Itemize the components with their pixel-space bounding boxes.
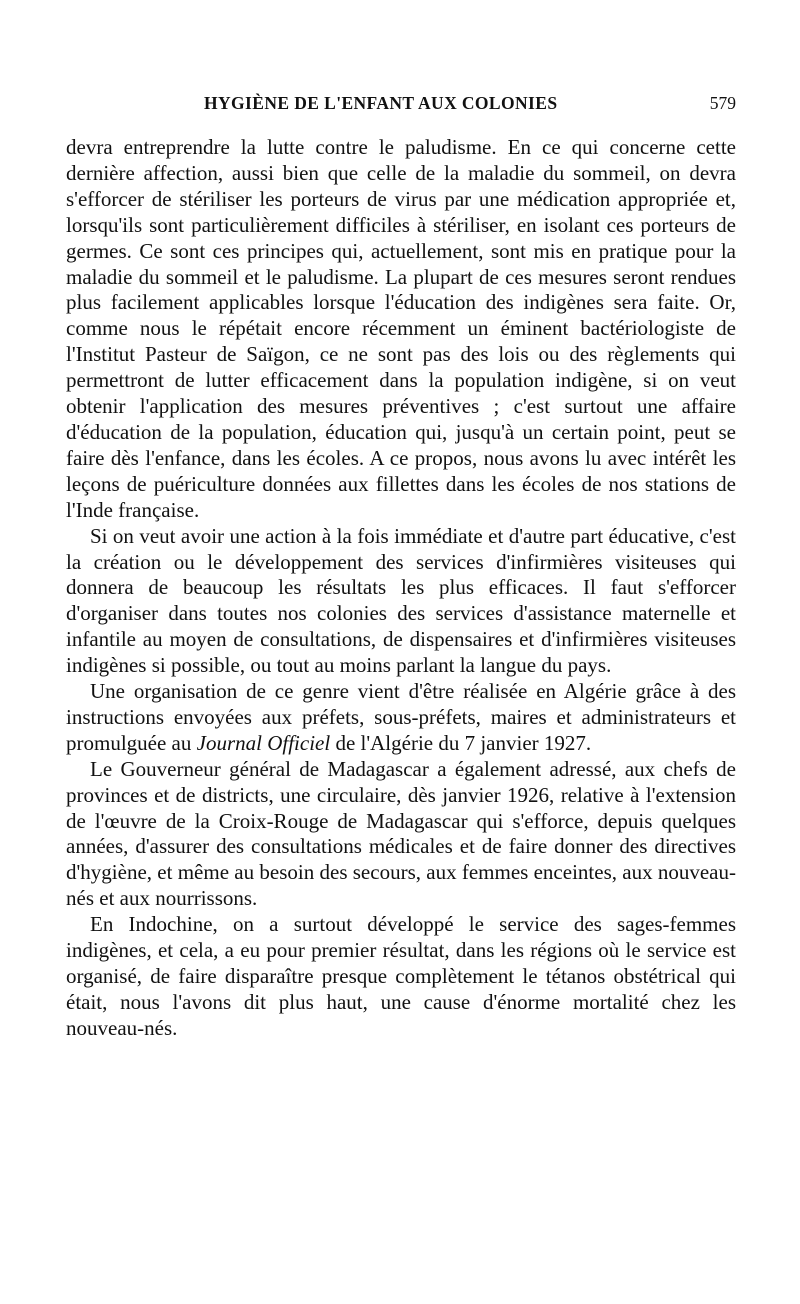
- paragraph-malaria-education: devra entreprendre la lutte contre le paludisme. En ce qui concerne cette dernière affection, aussi bien que celle de la maladie du sommeil, on devra s'efforcer de stériliser les porteurs de virus par une médication appropriée et, lorsqu'ils sont particulièrement difficiles à stériliser, en isolant ces porteurs de germes. Ce sont ces principes qui, actuellement, sont mis en pratique pour la maladie du sommeil et le paludisme. La plupart de ces mesures seront rendues plus facilement applicables lorsque l'éducation des indigènes sera faite. Or, comme nous le répétait encore récemment un éminent bactériologiste de l'Institut Pasteur de Saïgon, ce ne sont pas des lois ou des règlements qui permettront de lutter efficacement dans la population indigène, si on veut obtenir l'application des mesures préventives ; c'est surtout une affaire d'éducation de la population, éducation qui, jusqu'à un certain point, peut se faire dès l'enfance, dans les écoles. A ce propos, nous avons lu avec intérêt les leçons de puériculture données aux fillettes dans les écoles de nos stations de l'Inde française.: [66, 135, 736, 522]
- paragraph-algeria-text-before: Une organisation de ce genre vient d'être réalisée en Algérie grâce à des instructions envoyées aux préfets, sous-préfets, maires et administrateurs et promulguée au: [66, 679, 736, 755]
- paragraph-algeria-text-after: de l'Algérie du 7 janvier 1927.: [330, 730, 592, 755]
- running-title: HYGIÈNE DE L'ENFANT AUX COLONIES: [204, 93, 558, 113]
- paragraph-algeria: [66, 679, 736, 757]
- text-body: [66, 135, 736, 1042]
- page-number: 579: [709, 93, 736, 113]
- journal-officiel-title: Journal Officiel: [196, 730, 331, 755]
- paragraph-madagascar: Le Gouverneur général de Madagascar a également adressé, aux chefs de provinces et de districts, une circulaire, dès janvier 1926, relative à l'extension de l'œuvre de la Croix-Rouge de Madagascar qui s'efforce, depuis quelques années, d'assurer des consultations médicales et de faire donner des directives d'hygiène, et même au besoin des secours, aux femmes enceintes, aux nouveau-nés et aux nourrissons.: [66, 756, 736, 911]
- paragraph-visiting-nurses: Si on veut avoir une action à la fois immédiate et d'autre part éducative, c'est la création ou le développement des services d'infirmières visiteuses qui donnera de beaucoup les résultats les plus efficaces. Il faut s'efforcer d'organiser dans toutes nos colonies des services d'assistance maternelle et infantile au moyen de consultations, de dispensaires et d'infirmières visiteuses indigènes si possible, ou tout au moins parlant la langue du pays.: [66, 523, 736, 678]
- running-head: [66, 88, 736, 118]
- paragraph-indochina: En Indochine, on a surtout développé le service des sages-femmes indigènes, et cela, a eu pour premier résultat, dans les régions où le service est organisé, de faire disparaître presque complètement le tétanos obstétrical qui était, nous l'avons dit plus haut, une cause d'énorme mortalité chez les nouveau-nés.: [66, 912, 736, 1040]
